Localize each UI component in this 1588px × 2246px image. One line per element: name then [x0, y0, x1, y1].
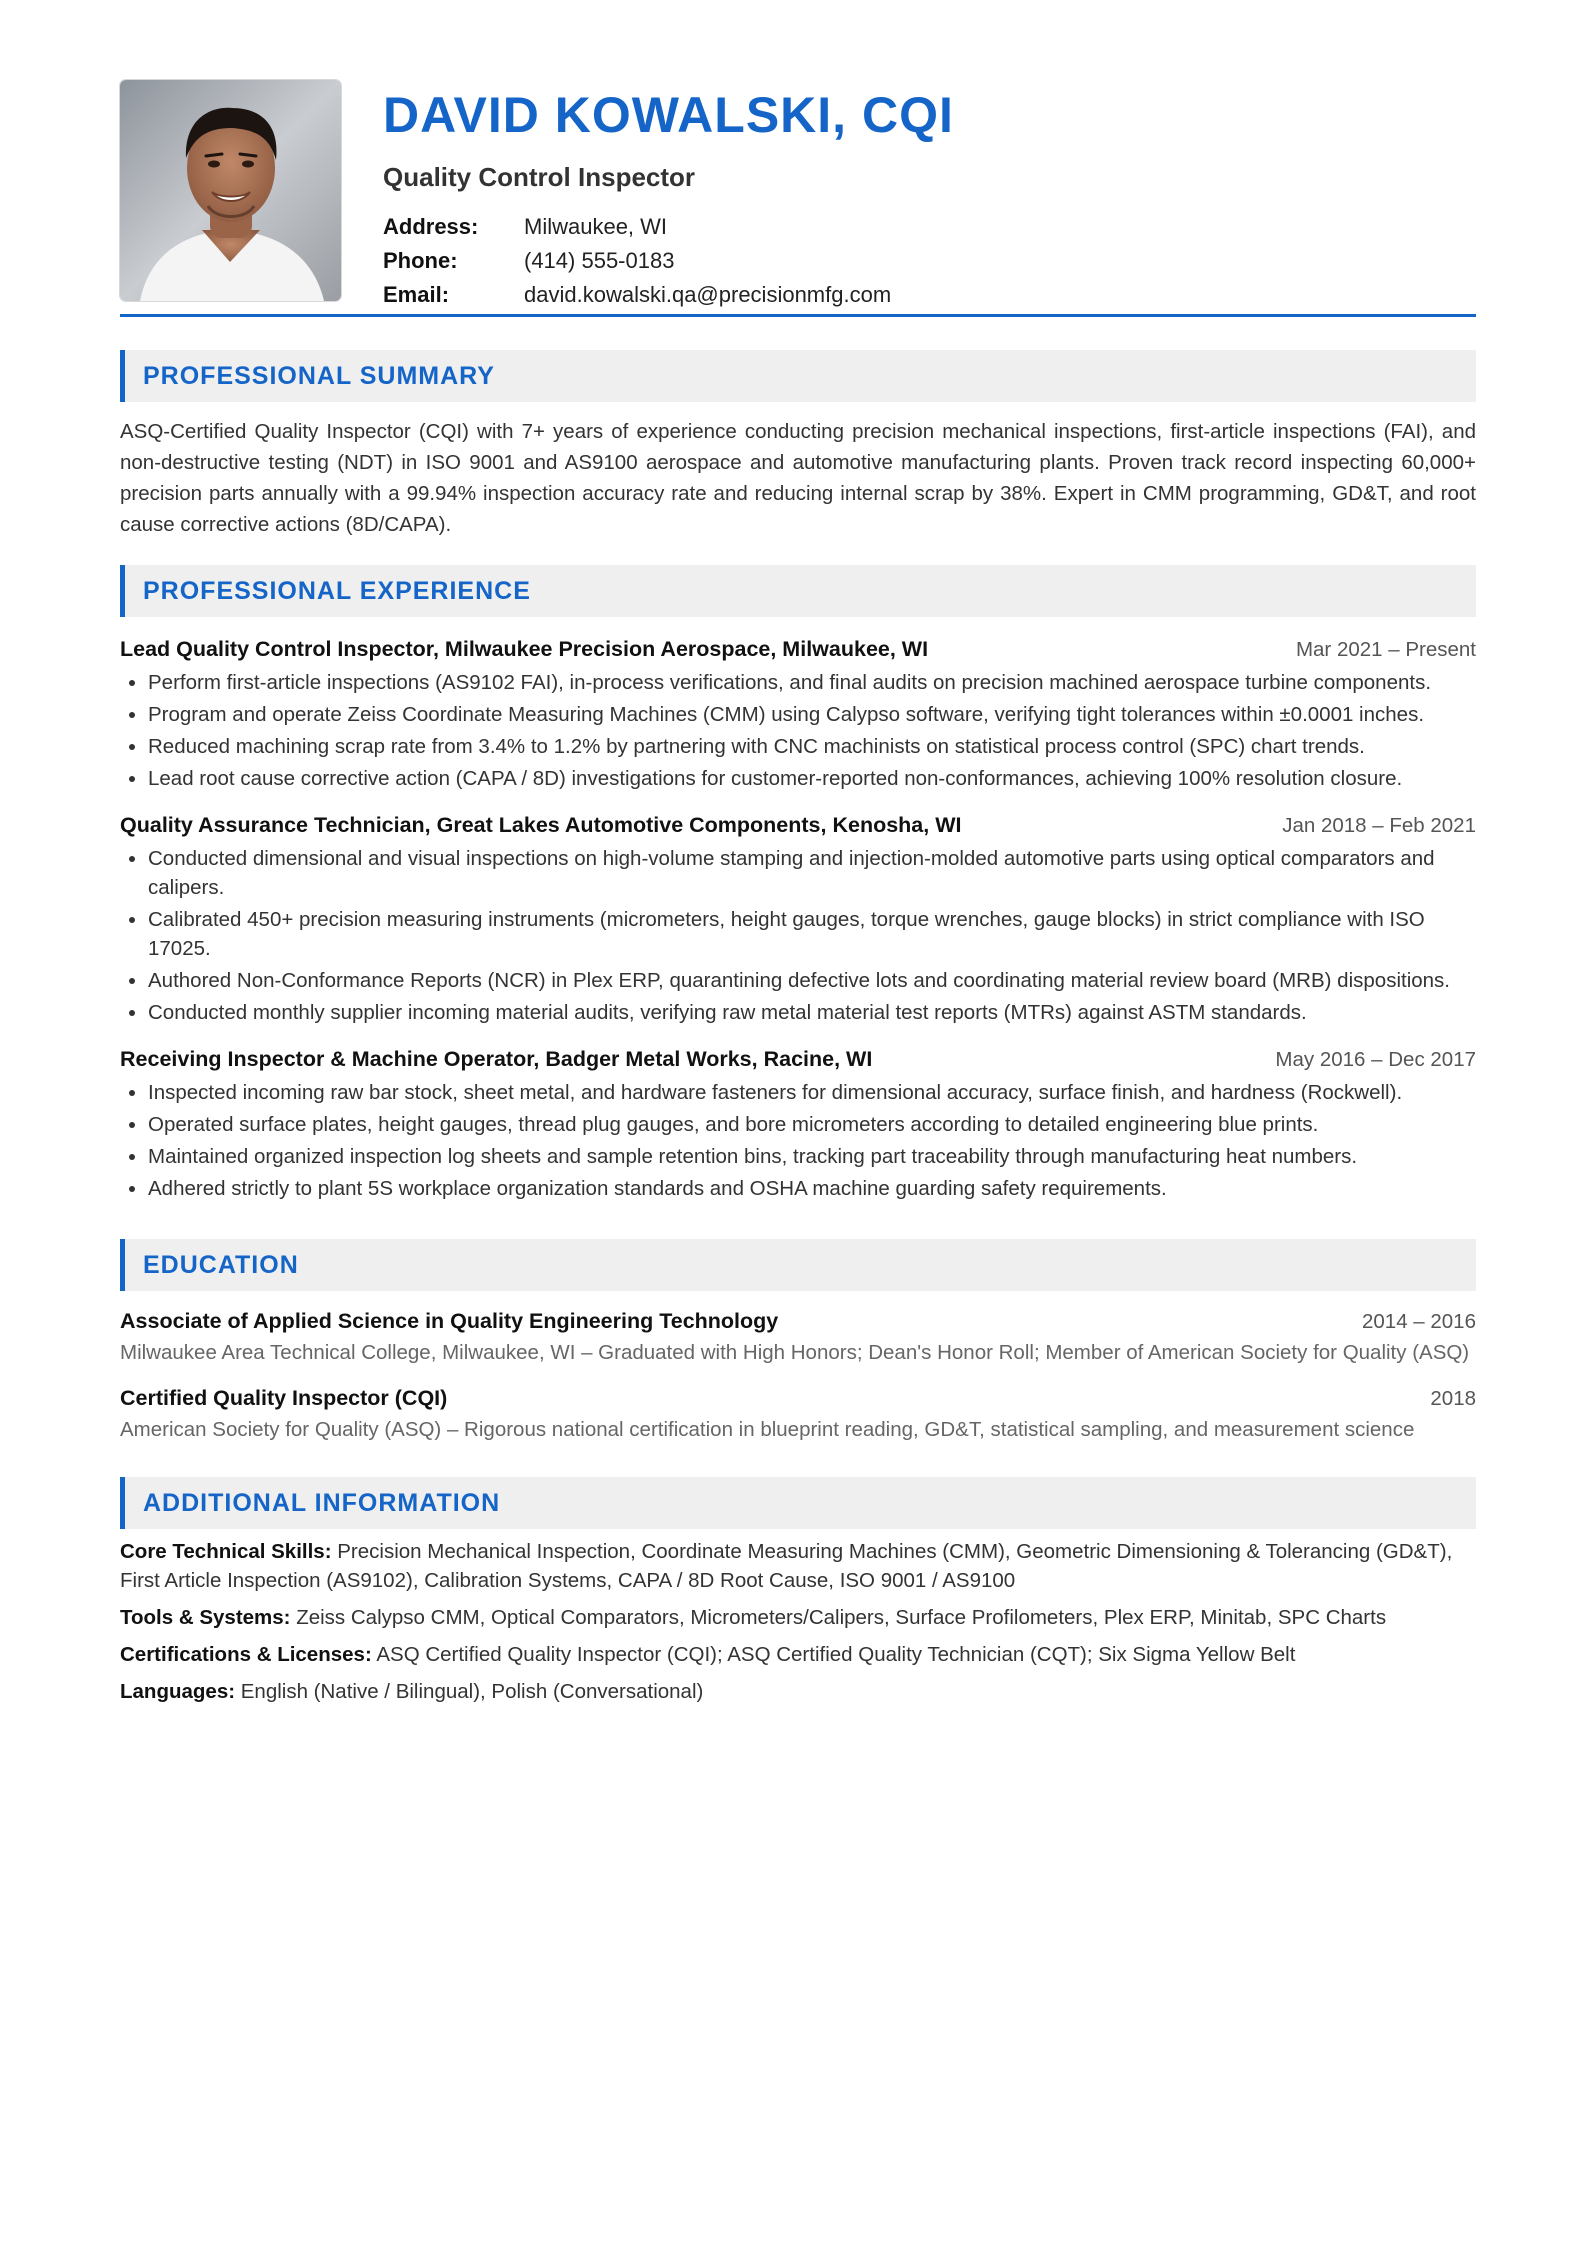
additional-item-tools [120, 1603, 1476, 1632]
additional-label: Tools & Systems: [120, 1606, 291, 1629]
section-title: EDUCATION [143, 1250, 299, 1279]
bullet-item: • Calibrated 450+ precision measuring instruments (micrometers, height gauges, torque wrenches, gauge blocks) in strict compliance with ISO 17025. [148, 905, 1476, 963]
job-entry [120, 633, 1476, 793]
bullet-item: • Conducted dimensional and visual inspections on high-volume stamping and injection-molded automotive parts using optical comparators and calipers. [148, 844, 1476, 902]
job-header [120, 809, 1476, 842]
education-entry [120, 1305, 1476, 1368]
education-entry [120, 1382, 1476, 1445]
job-entry [120, 809, 1476, 1027]
section-header-summary [120, 350, 1476, 402]
additional-value: English (Native / Bilingual), Polish (Conversational) [240, 1680, 704, 1703]
bullet-item: • Operated surface plates, height gauges, thread plug gauges, and bore micrometers according to detailed engineering blue prints. [148, 1110, 1476, 1139]
portrait-image [120, 80, 341, 301]
section-header-education [120, 1239, 1476, 1291]
job-dates: May 2016 – Dec 2017 [1275, 1048, 1476, 1071]
job-bullets [120, 668, 1476, 793]
bullet-item: • Authored Non-Conformance Reports (NCR) in Plex ERP, quarantining defective lots and coordinating material review board (MRB) dispositions. [148, 966, 1476, 995]
additional-value: Zeiss Calypso CMM, Optical Comparators, Micrometers/Calipers, Surface Profilometers, Plex ERP, Minitab, SPC Charts [296, 1606, 1387, 1629]
job-header [120, 633, 1476, 666]
contact-value: david.kowalski.qa@precisionmfg.com [524, 282, 892, 307]
section-title: PROFESSIONAL EXPERIENCE [143, 576, 531, 605]
bullet-item: • Adhered strictly to plant 5S workplace organization standards and OSHA machine guarding safety requirements. [148, 1174, 1476, 1203]
additional-value: ASQ Certified Quality Inspector (CQI); ASQ Certified Quality Technician (CQT); Six Sigma Yellow Belt [376, 1643, 1296, 1666]
header-divider [120, 314, 1476, 317]
contact-label: Email: [383, 282, 450, 307]
profile-photo [120, 80, 341, 301]
additional-value: Precision Mechanical Inspection, Coordinate Measuring Machines (CMM), Geometric Dimensioning & Tolerancing (GD&T), First Article Inspection (AS9102), Calibration Systems, CAPA / 8D Root Cause, ISO 9001 / AS9100 [120, 1540, 1453, 1592]
degree-title: Associate of Applied Science in Quality Engineering Technology [120, 1309, 779, 1333]
contact-label: Address: [383, 214, 479, 239]
bullet-item: • Perform first-article inspections (AS9102 FAI), in-process verifications, and final audits on precision machined aerospace turbine components. [148, 668, 1476, 697]
contact-value: Milwaukee, WI [524, 214, 668, 239]
additional-label: Certifications & Licenses: [120, 1643, 372, 1666]
education-dates: 2014 – 2016 [1361, 1310, 1476, 1333]
additional-list [120, 1537, 1476, 1706]
additional-label: Core Technical Skills: [120, 1540, 332, 1563]
candidate-name: DAVID KOWALSKI, CQI [383, 87, 954, 143]
resume-content [120, 80, 1476, 1706]
contact-address [383, 210, 954, 244]
header-info [383, 80, 954, 312]
job-dates: Mar 2021 – Present [1295, 638, 1476, 661]
contact-label: Phone: [383, 248, 458, 273]
job-header [120, 1043, 1476, 1076]
contact-email [383, 278, 954, 312]
job-bullets [120, 1078, 1476, 1203]
summary-text: ASQ-Certified Quality Inspector (CQI) with 7+ years of experience conducting precision mechanical inspections, first-article inspections (FAI), and non-destructive testing (NDT) in ISO 9001 and AS9100 aerospace and automotive manufacturing plants. Proven track record inspecting 60,000+ precision parts annually with a 99.94% inspection accuracy rate and reducing internal scrap by 38%. Expert in CMM programming, GD&T, and root cause corrective actions (8D/CAPA). [120, 420, 1476, 536]
section-title: ADDITIONAL INFORMATION [143, 1488, 501, 1517]
bullet-item: • Reduced machining scrap rate from 3.4% to 1.2% by partnering with CNC machinists on statistical process control (SPC) chart trends. [148, 732, 1476, 761]
bullet-item: • Conducted monthly supplier incoming material audits, verifying raw metal material test reports (MTRs) against ASTM standards. [148, 998, 1476, 1027]
additional-item-languages [120, 1677, 1476, 1706]
job-dates: Jan 2018 – Feb 2021 [1282, 814, 1476, 837]
additional-item-skills [120, 1537, 1476, 1595]
candidate-title: Quality Control Inspector [383, 162, 696, 192]
additional-label: Languages: [120, 1680, 236, 1703]
contact-details [383, 210, 954, 312]
bullet-item: • Maintained organized inspection log sheets and sample retention bins, tracking part traceability through manufacturing heat numbers. [148, 1142, 1476, 1171]
degree-title: Certified Quality Inspector (CQI) [120, 1386, 448, 1410]
job-bullets [120, 844, 1476, 1027]
contact-value: (414) 555-0183 [524, 248, 675, 273]
section-title: PROFESSIONAL SUMMARY [143, 361, 495, 390]
job-title: Lead Quality Control Inspector, Milwaukee Precision Aerospace, Milwaukee, WI [120, 637, 929, 661]
job-title: Quality Assurance Technician, Great Lakes Automotive Components, Kenosha, WI [120, 813, 962, 837]
job-title: Receiving Inspector & Machine Operator, Badger Metal Works, Racine, WI [120, 1047, 873, 1071]
education-detail: Milwaukee Area Technical College, Milwaukee, WI – Graduated with High Honors; Dean's Honor Roll; Member of American Society for Quality (ASQ) [120, 1341, 1470, 1364]
section-header-experience [120, 565, 1476, 617]
bullet-item: • Program and operate Zeiss Coordinate Measuring Machines (CMM) using Calypso software, verifying tight tolerances within ±0.0001 inches. [148, 700, 1476, 729]
education-detail: American Society for Quality (ASQ) – Rigorous national certification in blueprint reading, GD&T, statistical sampling, and measurement science [120, 1418, 1415, 1441]
job-entry [120, 1043, 1476, 1203]
section-header-additional [120, 1477, 1476, 1529]
contact-phone [383, 244, 954, 278]
bullet-item: • Lead root cause corrective action (CAPA / 8D) investigations for customer-reported non-conformances, achieving 100% resolution closure. [148, 764, 1476, 793]
resume-header [120, 80, 1476, 307]
education-header [120, 1305, 1476, 1338]
education-dates: 2018 [1430, 1387, 1476, 1410]
education-header [120, 1382, 1476, 1415]
additional-item-certifications [120, 1640, 1476, 1669]
bullet-item: • Inspected incoming raw bar stock, sheet metal, and hardware fasteners for dimensional accuracy, surface finish, and hardness (Rockwell). [148, 1078, 1476, 1107]
